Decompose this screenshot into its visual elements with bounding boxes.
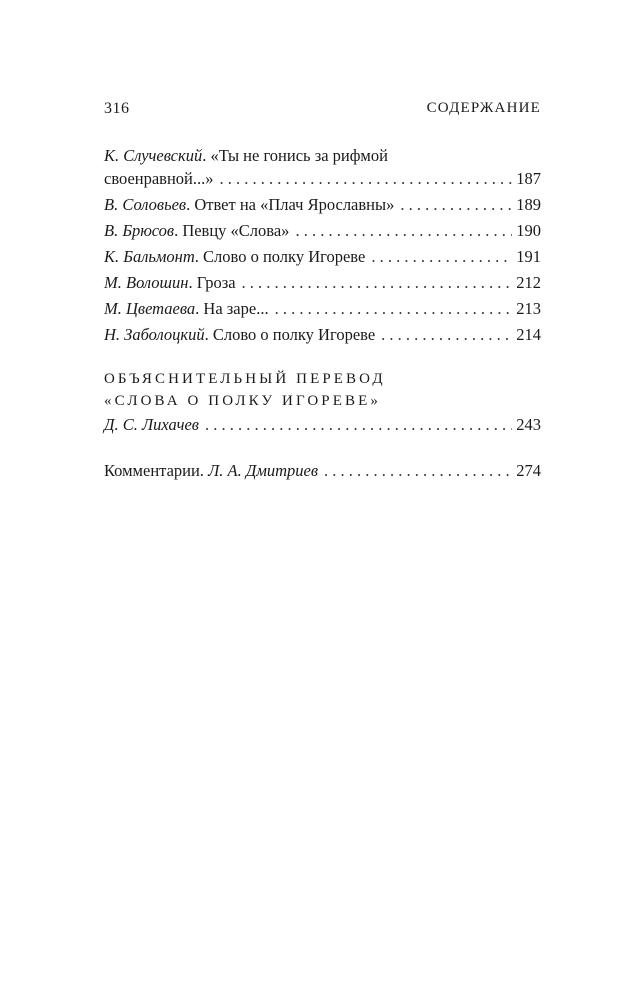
toc-author: К. Случевский	[104, 146, 203, 165]
toc-page-number: 243	[516, 415, 541, 434]
toc-entry	[104, 146, 541, 192]
dot-leader	[295, 218, 512, 244]
dot-leader	[205, 412, 512, 438]
toc-author: В. Соловьев	[104, 195, 187, 214]
dot-leader	[220, 166, 513, 192]
section-heading-line1: ОБЪЯСНИТЕЛЬНЫЙ ПЕРЕВОД	[104, 371, 386, 387]
toc-entry-first-line	[104, 146, 541, 166]
toc-title: Слово о полку Игореве	[203, 247, 366, 266]
toc-entry	[104, 296, 541, 322]
toc-page-number: 191	[516, 247, 541, 266]
toc-entry	[104, 244, 541, 270]
dot-leader	[400, 192, 512, 218]
author-separator: .	[204, 325, 213, 344]
toc-author: Д. С. Лихачев	[104, 415, 199, 434]
toc-author: В. Брюсов	[104, 221, 175, 240]
section-heading-line2: «СЛОВА О ПОЛКУ ИГОРЕВЕ»	[104, 393, 381, 409]
toc-title: На заре...	[203, 299, 269, 318]
toc-entry	[104, 412, 541, 438]
toc-author: Л. А. Дмитриев	[208, 461, 318, 480]
author-separator: .	[195, 299, 204, 318]
author-separator: .	[174, 221, 183, 240]
toc-page-number: 214	[516, 325, 541, 344]
section-title: СОДЕРЖАНИЕ	[426, 100, 541, 116]
toc-page-number: 274	[516, 461, 541, 480]
toc-entry-second-line	[104, 166, 541, 192]
toc-page-number: 189	[516, 195, 541, 214]
toc-page-number: 190	[516, 221, 541, 240]
toc-author: Н. Заболоцкий	[104, 325, 205, 344]
author-separator: .	[202, 146, 211, 165]
dot-leader	[371, 244, 512, 270]
toc-entry	[104, 218, 541, 244]
toc-title: Комментарии.	[104, 461, 204, 480]
toc-page-number: 213	[516, 299, 541, 318]
section-heading	[104, 368, 541, 412]
author-separator: .	[194, 247, 204, 266]
toc-entry	[104, 458, 541, 484]
page-number: 316	[104, 100, 130, 117]
toc-author: К. Бальмонт	[104, 247, 195, 266]
toc-title: Гроза	[196, 273, 236, 292]
toc-title: «Ты не гонись за рифмой	[210, 146, 388, 165]
author-separator: .	[186, 195, 195, 214]
toc-page-number: 187	[516, 169, 541, 188]
toc-title: Ответ на «Плач Ярославны»	[194, 195, 395, 214]
toc-title-continuation: своенравной...»	[104, 169, 214, 188]
toc-title: Слово о полку Игореве	[212, 325, 376, 344]
toc-entry	[104, 270, 541, 296]
toc-page-number: 212	[516, 273, 541, 292]
dot-leader	[275, 296, 513, 322]
table-of-contents	[104, 146, 541, 484]
author-separator: .	[188, 273, 197, 292]
running-head	[104, 100, 541, 122]
toc-author: М. Волошин	[104, 273, 189, 292]
toc-title: Певцу «Слова»	[182, 221, 290, 240]
toc-author: М. Цветаева	[104, 299, 196, 318]
spacer	[104, 438, 541, 458]
dot-leader	[381, 322, 512, 348]
toc-entry	[104, 192, 541, 218]
dot-leader	[242, 270, 513, 296]
dot-leader	[324, 458, 512, 484]
toc-entry	[104, 322, 541, 348]
